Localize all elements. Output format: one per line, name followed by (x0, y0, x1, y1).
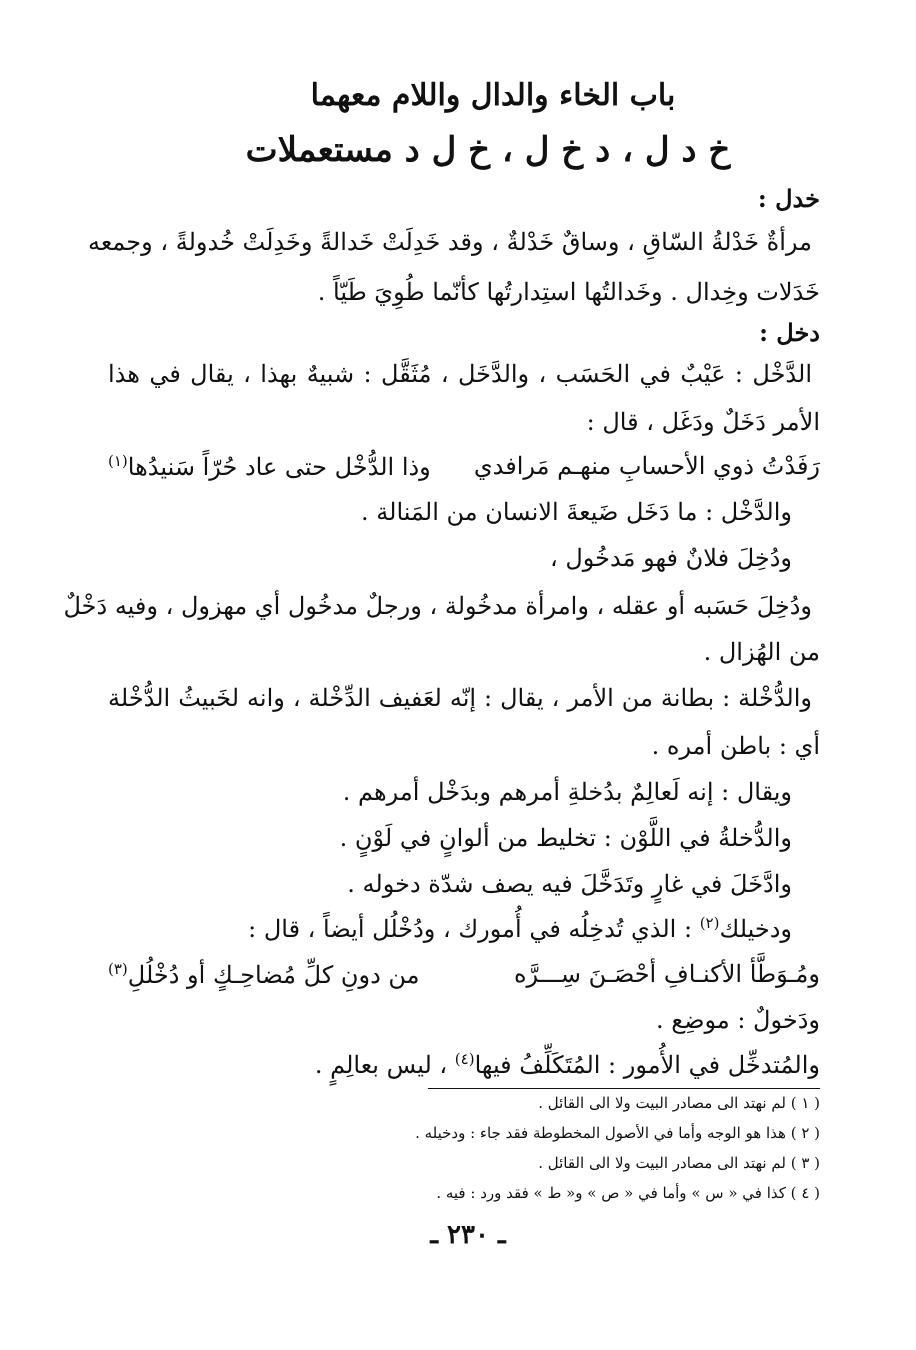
footnote: ( ٤ ) كذا في « س » وأما في « ص » و« ط » فقد ورد : فيه . (436, 1184, 820, 1202)
entry-heading-khadal: خدل : (757, 184, 820, 213)
page-number: ـ ٢٣٠ ـ (430, 1220, 506, 1250)
paragraph-line: والدُّخْلة : بطانة من الأمر ، يقال : إنّه لعَفيف الدِّخْلة ، وانه لخَبيثُ الدُّخْلة (108, 684, 812, 712)
footnote: ( ٣ ) لم نهتد الى مصادر البيت ولا الى القائل . (538, 1154, 820, 1172)
paragraph-line: خَدَلات وخِدال . وخَدالتُها استِدارتُها كأنّما طُوِيَ طَيّاً . (317, 278, 820, 306)
paragraph-line: الدَّخْل : عَيْبٌ في الحَسَب ، والدَّخَل ، مُثَقَّل : شبيهٌ بهذا ، يقال في هذا (108, 360, 812, 388)
verse-hemistich-right: رَفَدْتُ ذوي الأحسابِ منهـم مَرافدي (473, 452, 820, 480)
paragraph-line: والمُتدخِّل في الأُمور : المُتَكَلِّفُ فيها$^{(٤)}$ ، ليس بعالِمٍ . (314, 1050, 820, 1079)
paragraph-line: أي : باطن أمره . (651, 732, 820, 760)
footnote-marker: (٢) (699, 914, 720, 932)
verse-hemistich-left: من دونِ كلِّ مُضاحِـكٍ أو دُخْلُلِ$^{(٣)}$ (108, 960, 420, 989)
footnote: ( ١ ) لم نهتد الى مصادر البيت ولا الى القائل . (538, 1094, 820, 1112)
verse-hemistich-right: ومُـوَطَّأ الأكنـافِ أحْصَـنَ سِـــرَّه (513, 960, 820, 988)
footnote: ( ٢ ) هذا هو الوجه وأما في الأصول المخطوطة فقد جاء : ودخيله . (415, 1124, 820, 1142)
paragraph-line: والدُّخلةُ في اللَّوْن : تخليط من ألوانٍ في لَوْنٍ . (339, 824, 792, 852)
chapter-subtitle: خ د ل ، د خ ل ، خ ل د مستعملات (245, 130, 731, 170)
entry-heading-dakhal: دخل : (759, 318, 820, 347)
chapter-title: باب الخاء والدال واللام معهما (310, 78, 676, 113)
paragraph-line: وادَّخَلَ في غارٍ وتَدَخَّلَ فيه يصف شدّة دخوله . (347, 870, 792, 898)
paragraph-line: مرأةٌ خَدْلةُ السّاقِ ، وساقٌ خَدْلةٌ ، وقد خَدِلَتْ خَدالةً وخَدِلَتْ خُدولةً ، وجمعه (87, 228, 812, 256)
footnote-marker: (٣) (108, 960, 128, 978)
paragraph-line: ودَخولٌ : موضِع . (656, 1006, 820, 1034)
paragraph-line: الأمر دَخَلٌ ودَغَل ، قال : (586, 408, 820, 436)
paragraph-line: ودُخِلَ فلانٌ فهو مَدخُول ، (549, 544, 792, 572)
footnote-marker: (٤) (454, 1050, 475, 1068)
footnote-divider (428, 1088, 820, 1089)
paragraph-line: من الهُزال . (703, 638, 820, 666)
footnote-marker: (١) (108, 452, 128, 470)
verse-hemistich-left: وذا الدُّخْل حتى عاد حُرّاً سَنيدُها$^{(١)}$ (108, 452, 431, 481)
paragraph-line: والدَّخْل : ما دَخَل ضَيعةَ الانسان من المَنالة . (361, 498, 792, 526)
paragraph-line: ودُخِلَ حَسَبه أو عقله ، وامرأة مدخُولة ، ورجلٌ مدخُول أي مهزول ، وفيه دَخْلٌ (63, 592, 812, 620)
paragraph-line: ودخيلك$^{(٢)}$ : الذي تُدخِلُه في أُمورك ، ودُخْلُل أيضاً ، قال : (248, 914, 792, 943)
paragraph-line: ويقال : إنه لَعالِمٌ بدُخلةِ أمرهم وبدَخْل أمرهم . (342, 778, 792, 806)
